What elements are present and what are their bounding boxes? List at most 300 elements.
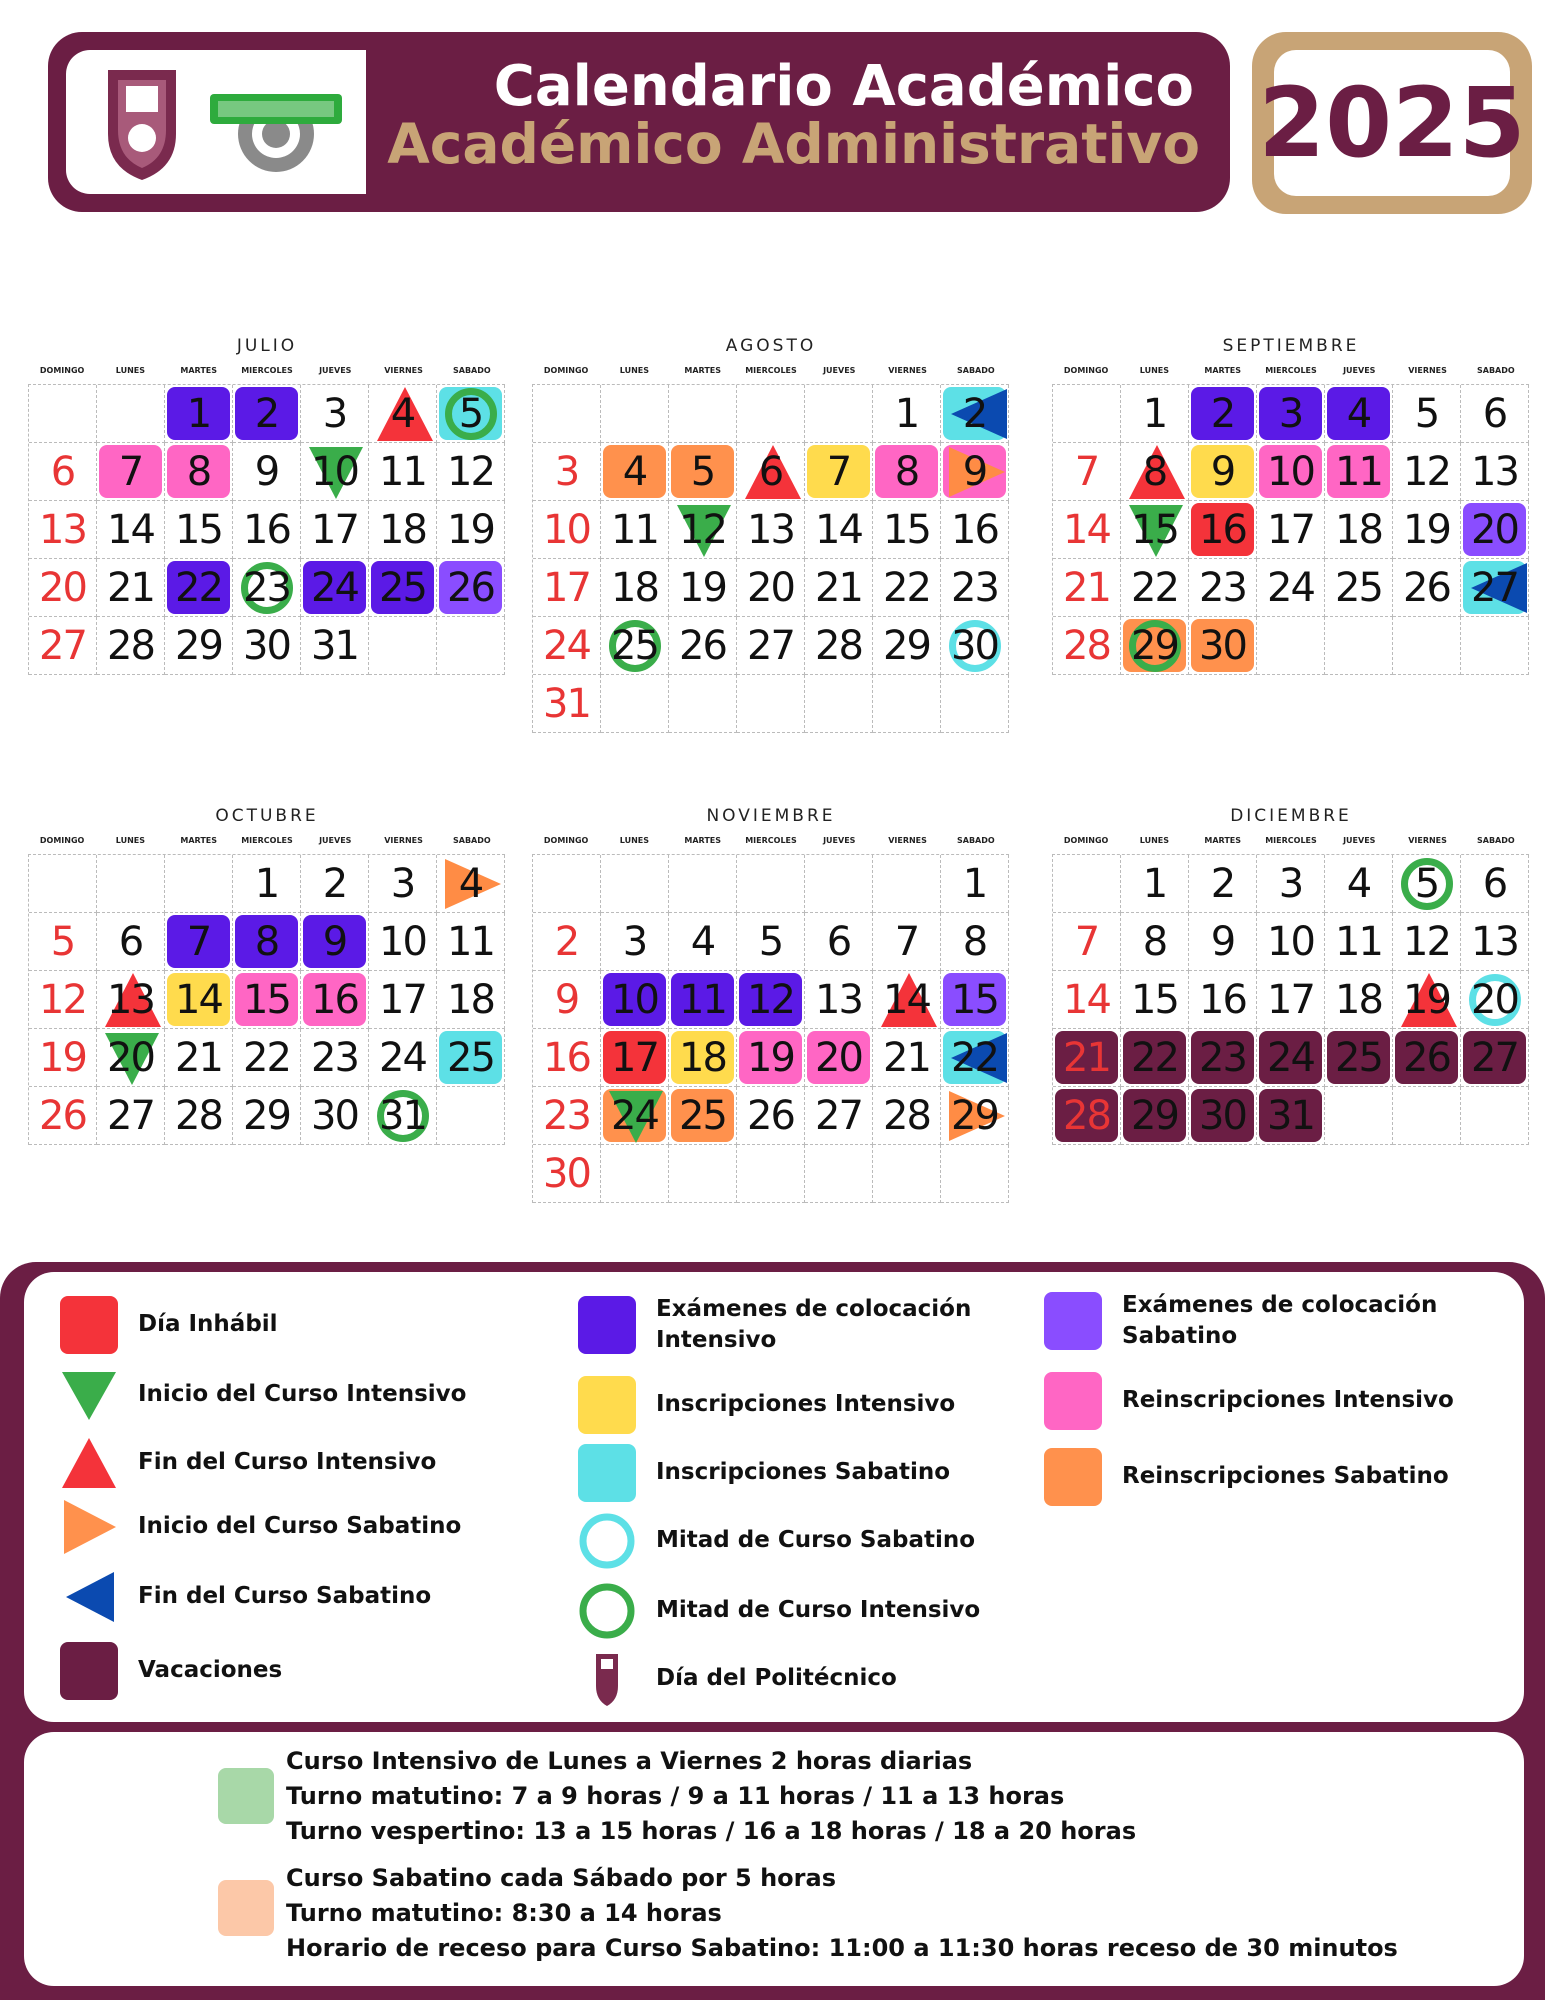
day-cell [1325, 443, 1393, 501]
day-cell [533, 913, 601, 971]
day-cell [1121, 617, 1189, 675]
empty-cell [1053, 385, 1121, 443]
day-number: 24 [611, 1092, 658, 1139]
day-number: 31 [379, 1092, 426, 1139]
weekday-label: LUNES [115, 366, 146, 375]
day-number: 12 [39, 976, 86, 1023]
day-cell [165, 443, 233, 501]
day-cell [233, 855, 301, 913]
day-number: 13 [815, 976, 862, 1023]
month-title: JULIO [236, 336, 298, 356]
day-cell [97, 559, 165, 617]
legend-panel [0, 1262, 1545, 2000]
weekday-label: MARTES [684, 366, 722, 375]
day-cell [1325, 1029, 1393, 1087]
legend-label: Exámenes de colocación Intensivo [656, 1296, 972, 1354]
day-cell [1257, 855, 1325, 913]
day-number: 25 [1335, 564, 1382, 611]
day-cell [737, 971, 805, 1029]
day-number: 14 [175, 976, 222, 1023]
day-cell [29, 559, 97, 617]
day-number: 3 [1278, 390, 1303, 437]
empty-cell [29, 855, 97, 913]
day-number: 13 [107, 976, 154, 1023]
day-number: 2 [254, 390, 279, 437]
weekday-label: JUEVES [319, 366, 352, 375]
day-cell [533, 501, 601, 559]
day-cell [301, 971, 369, 1029]
day-number: 4 [622, 448, 647, 495]
day-cell [97, 617, 165, 675]
day-cell [533, 1029, 601, 1087]
weekday-label: MIERCOLES [1265, 836, 1317, 845]
legend-fin-intensivo [60, 1434, 436, 1492]
weekday-label: VIERNES [888, 836, 927, 845]
day-cell [1461, 559, 1529, 617]
day-cell [233, 971, 301, 1029]
day-cell [233, 385, 301, 443]
day-cell [165, 501, 233, 559]
day-cell [1121, 559, 1189, 617]
legend-reinscripciones-sabatino [1044, 1448, 1449, 1506]
month-title: NOVIEMBRE [706, 806, 836, 826]
day-number: 10 [543, 506, 590, 553]
day-cell [29, 1087, 97, 1145]
day-number: 16 [243, 506, 290, 553]
day-number: 23 [543, 1092, 590, 1139]
day-number: 19 [1403, 976, 1450, 1023]
day-cell [669, 1029, 737, 1087]
month-agosto [532, 336, 1010, 736]
day-number: 11 [679, 976, 726, 1023]
day-number: 26 [1403, 1034, 1450, 1081]
day-number: 2 [1210, 860, 1235, 907]
day-cell [233, 913, 301, 971]
day-number: 2 [322, 860, 347, 907]
empty-cell [873, 855, 941, 913]
legend-label: Inicio del Curso Sabatino [138, 1513, 462, 1540]
legend-box [24, 1272, 1524, 1722]
day-number: 7 [186, 918, 211, 965]
day-number: 18 [1335, 976, 1382, 1023]
day-cell [1257, 385, 1325, 443]
day-number: 11 [1335, 918, 1382, 965]
day-number: 22 [951, 1034, 998, 1081]
day-cell [1325, 385, 1393, 443]
day-cell [165, 971, 233, 1029]
day-number: 30 [1199, 1092, 1246, 1139]
day-cell [97, 971, 165, 1029]
weekday-label: JUEVES [1343, 836, 1376, 845]
month-diciembre [1052, 806, 1530, 1166]
day-cell [165, 559, 233, 617]
day-number: 8 [1142, 448, 1167, 495]
day-cell [301, 501, 369, 559]
day-cell [737, 1087, 805, 1145]
day-cell [97, 1029, 165, 1087]
empty-cell [669, 855, 737, 913]
day-number: 18 [1335, 506, 1382, 553]
day-cell [737, 559, 805, 617]
legend-label: Mitad de Curso Intensivo [656, 1597, 981, 1624]
weekday-label: MARTES [180, 836, 218, 845]
day-number: 23 [1199, 564, 1246, 611]
day-number: 29 [243, 1092, 290, 1139]
day-cell [1257, 501, 1325, 559]
day-cell [301, 855, 369, 913]
day-number: 17 [611, 1034, 658, 1081]
day-number: 8 [1142, 918, 1167, 965]
empty-cell [669, 675, 737, 733]
day-number: 10 [1267, 918, 1314, 965]
reinscripciones-intensivo-swatch [1044, 1372, 1102, 1430]
inscripciones-sabatino-swatch [578, 1444, 636, 1502]
year-text: 2025 [1274, 50, 1510, 196]
day-number: 14 [1063, 506, 1110, 553]
day-cell [737, 1029, 805, 1087]
empty-cell [941, 675, 1009, 733]
day-number: 10 [311, 448, 358, 495]
day-cell [301, 1087, 369, 1145]
day-number: 3 [622, 918, 647, 965]
weekday-label: DOMINGO [1063, 366, 1109, 375]
month-title: DICIEMBRE [1230, 806, 1352, 826]
day-number: 21 [107, 564, 154, 611]
day-cell [873, 385, 941, 443]
day-cell [805, 559, 873, 617]
legend-label: Fin del Curso Sabatino [138, 1583, 432, 1610]
day-cell [165, 913, 233, 971]
day-number: 20 [1471, 976, 1518, 1023]
empty-cell [601, 855, 669, 913]
legend-label: Vacaciones [138, 1657, 283, 1684]
day-number: 2 [962, 390, 987, 437]
day-number: 26 [39, 1092, 86, 1139]
empty-cell [1461, 617, 1529, 675]
day-number: 19 [447, 506, 494, 553]
day-cell [1461, 913, 1529, 971]
day-cell [601, 971, 669, 1029]
weekday-label: MARTES [1204, 366, 1242, 375]
day-number: 23 [1199, 1034, 1246, 1081]
day-cell [1257, 1029, 1325, 1087]
day-cell [601, 559, 669, 617]
day-cell [1189, 443, 1257, 501]
legend-label: Día del Politécnico [656, 1665, 897, 1692]
intensivo-swatch [218, 1768, 274, 1824]
day-cell [1189, 501, 1257, 559]
empty-cell [29, 385, 97, 443]
day-cell [1393, 443, 1461, 501]
day-number: 1 [1142, 390, 1167, 437]
day-cell [669, 617, 737, 675]
day-cell [301, 385, 369, 443]
weekday-label: SABADO [1476, 366, 1515, 375]
day-number: 11 [1335, 448, 1382, 495]
empty-cell [533, 385, 601, 443]
day-cell [941, 559, 1009, 617]
day-cell [805, 443, 873, 501]
day-cell [873, 617, 941, 675]
day-number: 22 [243, 1034, 290, 1081]
ipn-logo [100, 64, 184, 184]
legend-inicio-sabatino [60, 1498, 461, 1556]
day-cell [805, 913, 873, 971]
day-number: 4 [1346, 390, 1371, 437]
legend-inscripciones-intensivo [578, 1376, 955, 1434]
day-number: 11 [379, 448, 426, 495]
day-cell [873, 443, 941, 501]
day-cell [369, 501, 437, 559]
day-number: 18 [611, 564, 658, 611]
day-cell [29, 913, 97, 971]
day-number: 28 [815, 622, 862, 669]
day-cell [1325, 501, 1393, 559]
day-number: 16 [1199, 506, 1246, 553]
weekday-label: MARTES [180, 366, 218, 375]
day-number: 4 [390, 390, 415, 437]
day-number: 5 [758, 918, 783, 965]
day-cell [1053, 971, 1121, 1029]
day-cell [233, 443, 301, 501]
legend-fin-sabatino [60, 1568, 431, 1626]
day-cell [29, 1029, 97, 1087]
day-number: 30 [951, 622, 998, 669]
day-number: 13 [39, 506, 86, 553]
weekday-header [532, 836, 1010, 845]
day-cell [1393, 501, 1461, 559]
day-cell [1325, 559, 1393, 617]
day-cell [941, 1087, 1009, 1145]
day-cell [97, 443, 165, 501]
day-cell [737, 913, 805, 971]
day-number: 4 [690, 918, 715, 965]
day-cell [369, 971, 437, 1029]
empty-cell [437, 617, 505, 675]
day-cell [1053, 617, 1121, 675]
day-number: 27 [1471, 564, 1518, 611]
day-cell [1053, 443, 1121, 501]
day-cell [1325, 913, 1393, 971]
day-cell [941, 855, 1009, 913]
day-cell [1393, 1029, 1461, 1087]
day-cell [669, 501, 737, 559]
day-cell [1325, 855, 1393, 913]
day-cell [669, 913, 737, 971]
day-number: 20 [107, 1034, 154, 1081]
day-cell [1189, 559, 1257, 617]
month-grid [1052, 384, 1529, 675]
weekday-label: SABADO [452, 836, 491, 845]
day-number: 2 [554, 918, 579, 965]
schedule-line: Horario de receso para Curso Sabatino: 11:00 a 11:30 horas receso de 30 minutos [286, 1934, 1398, 1962]
day-cell [1189, 1029, 1257, 1087]
empty-cell [805, 1145, 873, 1203]
day-number: 19 [1403, 506, 1450, 553]
empty-cell [97, 385, 165, 443]
day-cell [805, 501, 873, 559]
day-cell [1325, 971, 1393, 1029]
legend-mitad-intensivo [578, 1582, 980, 1640]
day-number: 23 [951, 564, 998, 611]
day-cell [737, 617, 805, 675]
day-number: 9 [1210, 448, 1235, 495]
empty-cell [601, 1145, 669, 1203]
day-cell [737, 501, 805, 559]
empty-cell [805, 385, 873, 443]
day-cell [301, 559, 369, 617]
day-number: 6 [50, 448, 75, 495]
day-cell [533, 1087, 601, 1145]
day-cell [1393, 913, 1461, 971]
legend-inicio-intensivo [60, 1366, 466, 1424]
weekday-label: MIERCOLES [241, 836, 293, 845]
legend-label: Día Inhábil [138, 1311, 278, 1338]
empty-cell [1461, 1087, 1529, 1145]
day-cell [29, 501, 97, 559]
day-number: 23 [311, 1034, 358, 1081]
weekday-header [1052, 836, 1530, 845]
empty-cell [669, 385, 737, 443]
day-number: 15 [175, 506, 222, 553]
day-cell [369, 443, 437, 501]
day-number: 16 [543, 1034, 590, 1081]
day-cell [941, 501, 1009, 559]
day-number: 30 [543, 1150, 590, 1197]
day-number: 12 [747, 976, 794, 1023]
schedule-line: Turno vespertino: 13 a 15 horas / 16 a 18 horas / 18 a 20 horas [286, 1817, 1137, 1845]
day-number: 28 [107, 622, 154, 669]
weekday-label: MIERCOLES [745, 836, 797, 845]
day-cell [805, 971, 873, 1029]
day-cell [533, 971, 601, 1029]
day-cell [805, 1087, 873, 1145]
day-number: 5 [458, 390, 483, 437]
day-cell [369, 559, 437, 617]
day-cell [233, 559, 301, 617]
day-number: 6 [118, 918, 143, 965]
day-number: 31 [543, 680, 590, 727]
day-number: 13 [747, 506, 794, 553]
day-number: 29 [1131, 622, 1178, 669]
day-number: 26 [747, 1092, 794, 1139]
day-cell [437, 443, 505, 501]
day-cell [369, 855, 437, 913]
empty-cell [1257, 617, 1325, 675]
day-number: 21 [1063, 1034, 1110, 1081]
month-grid [532, 854, 1009, 1203]
day-number: 27 [1471, 1034, 1518, 1081]
day-number: 26 [1403, 564, 1450, 611]
day-cell [805, 617, 873, 675]
day-number: 5 [50, 918, 75, 965]
legend-examenes-intensivo [578, 1294, 1018, 1356]
day-cell [437, 913, 505, 971]
weekday-header [1052, 366, 1530, 375]
day-number: 29 [883, 622, 930, 669]
month-grid [28, 854, 505, 1145]
day-number: 24 [311, 564, 358, 611]
day-cell [1189, 617, 1257, 675]
day-cell [1461, 501, 1529, 559]
day-number: 8 [962, 918, 987, 965]
empty-cell [1325, 1087, 1393, 1145]
day-cell [669, 443, 737, 501]
day-number: 9 [962, 448, 987, 495]
weekday-label: DOMINGO [39, 836, 85, 845]
day-number: 22 [883, 564, 930, 611]
day-cell [1393, 855, 1461, 913]
day-cell [1393, 559, 1461, 617]
ring-green-icon [578, 1582, 636, 1640]
day-number: 21 [1063, 564, 1110, 611]
legend-label: Inscripciones Intensivo [656, 1391, 956, 1418]
title-line1: Calendario Académico [493, 54, 1194, 119]
schedule-box [24, 1732, 1524, 1986]
day-cell [1189, 855, 1257, 913]
day-number: 16 [1199, 976, 1246, 1023]
empty-cell [737, 675, 805, 733]
day-cell [1121, 855, 1189, 913]
day-number: 7 [1074, 918, 1099, 965]
logo-area [66, 50, 366, 194]
legend-inscripciones-sabatino [578, 1444, 950, 1502]
day-number: 20 [815, 1034, 862, 1081]
esime-logo [206, 72, 346, 182]
day-number: 7 [118, 448, 143, 495]
day-cell [1257, 913, 1325, 971]
day-number: 24 [1267, 1034, 1314, 1081]
day-number: 7 [894, 918, 919, 965]
day-cell [301, 443, 369, 501]
inhabil-swatch [60, 1296, 118, 1354]
day-cell [29, 971, 97, 1029]
weekday-label: LUNES [619, 366, 650, 375]
weekday-label: MIERCOLES [745, 366, 797, 375]
month-septiembre [1052, 336, 1530, 696]
legend-dia-politecnico [578, 1650, 897, 1708]
day-number: 1 [254, 860, 279, 907]
day-cell [165, 385, 233, 443]
day-cell [941, 913, 1009, 971]
day-number: 9 [554, 976, 579, 1023]
day-number: 27 [815, 1092, 862, 1139]
month-octubre [28, 806, 506, 1166]
day-number: 25 [447, 1034, 494, 1081]
day-number: 15 [243, 976, 290, 1023]
day-number: 22 [1131, 564, 1178, 611]
legend-label: Fin del Curso Intensivo [138, 1449, 437, 1476]
weekday-label: JUEVES [1343, 366, 1376, 375]
day-number: 12 [447, 448, 494, 495]
day-cell [1121, 1029, 1189, 1087]
day-cell [1189, 385, 1257, 443]
day-number: 28 [1063, 1092, 1110, 1139]
schedule-line: Curso Intensivo de Lunes a Viernes 2 horas diarias [286, 1747, 973, 1775]
day-cell [369, 913, 437, 971]
day-number: 22 [1131, 1034, 1178, 1081]
day-number: 15 [1131, 976, 1178, 1023]
weekday-label: VIERNES [1408, 366, 1447, 375]
day-cell [533, 617, 601, 675]
day-number: 10 [379, 918, 426, 965]
month-grid [532, 384, 1009, 733]
day-cell [1053, 559, 1121, 617]
day-number: 25 [1335, 1034, 1382, 1081]
day-number: 28 [1063, 622, 1110, 669]
weekday-label: VIERNES [888, 366, 927, 375]
day-number: 21 [175, 1034, 222, 1081]
